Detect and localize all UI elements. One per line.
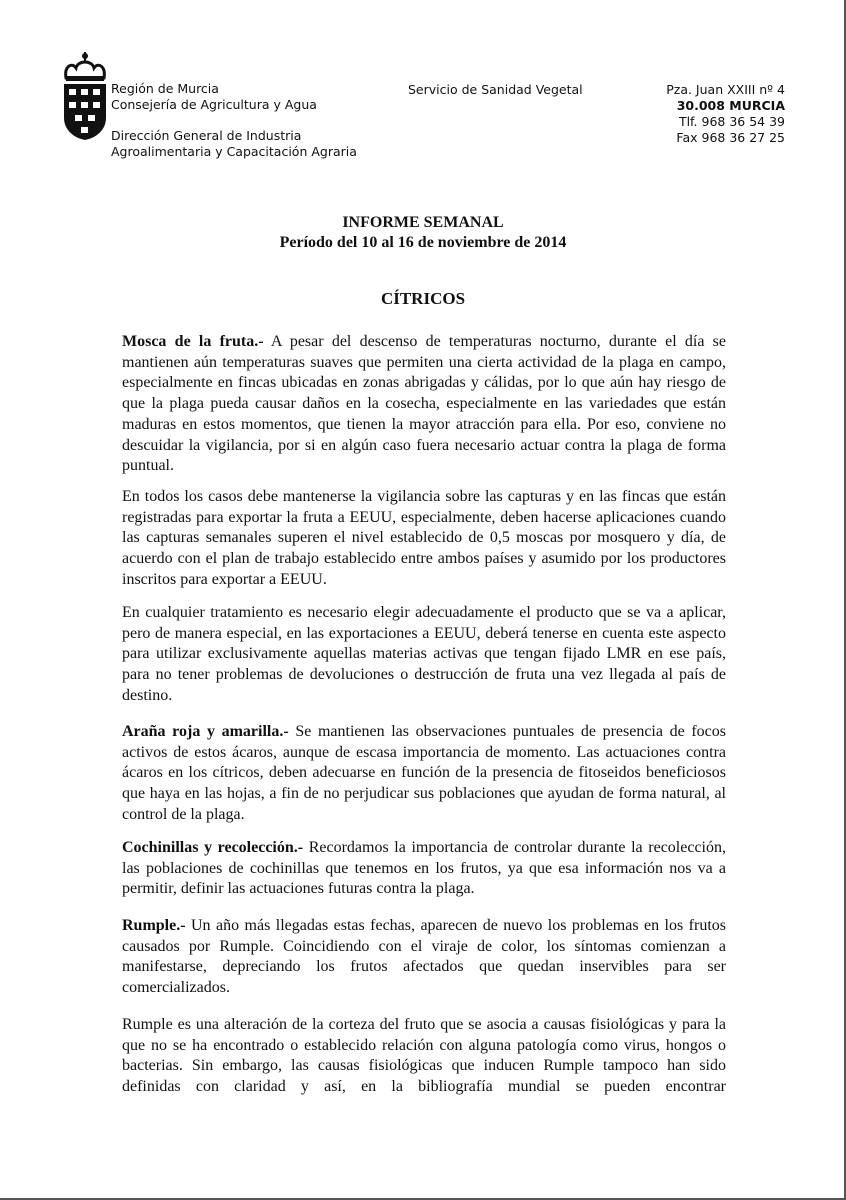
- phone-number: Tlf. 968 36 54 39: [678, 114, 785, 129]
- fax-number: Fax 968 36 27 25: [676, 130, 785, 145]
- paragraph-text: En cualquier tratamiento es necesario elegir adecuadamente el producto que se va a aplicar, pero de manera especial, en las exportaciones a EEUU, deberá tenerse en cuenta este aspecto para utilizar exclusivamente aquellas materias activas que tengan fijado LMR en ese país, para no tener problemas de devoluciones o destrucción de fruta una vez llegada al país de destino.: [122, 604, 726, 704]
- address-street: Pza. Juan XXIII nº 4: [666, 82, 785, 97]
- paragraph-text: Recordamos la importancia de controlar durante la recolección, las poblaciones de cochinillas que tenemos en los frutos, ya que esa información nos va a permitir, definir las actuaciones futuras contra la plaga.: [122, 839, 726, 898]
- paragraph-rumple: [122, 916, 726, 999]
- direccion-line-1: Dirección General de Industria: [111, 128, 302, 143]
- paragraph-heading: Rumple.-: [122, 917, 186, 934]
- service-name: Servicio de Sanidad Vegetal: [408, 82, 583, 97]
- paragraph-cochinillas: [122, 838, 726, 900]
- paragraph-rumple-causas: [122, 1015, 726, 1098]
- paragraph-heading: Cochinillas y recolección.-: [122, 839, 304, 856]
- paragraph-text: Se mantienen las observaciones puntuales de presencia de focos activos de estos ácaros, aunque de escasa importancia de momento. Las actuaciones contra ácaros en los cítricos, deben adecuarse en función de la presencia de fitoseidos beneficiosos que haya en las hojas, a fin de no perjudicar sus poblaciones que ayudan de forma natural, al control de la plaga.: [122, 723, 726, 823]
- paragraph-heading: Araña roja y amarilla.-: [122, 723, 289, 740]
- paragraph-vigilancia: [122, 487, 726, 591]
- paragraph-arana: [122, 722, 726, 826]
- paragraph-heading: Mosca de la fruta.-: [122, 333, 264, 350]
- region-murcia-crest-icon: [60, 50, 110, 142]
- paragraph-mosca: [122, 332, 726, 477]
- consejeria-name: Consejería de Agricultura y Agua: [111, 97, 317, 112]
- paragraph-text: A pesar del descenso de temperaturas nocturno, durante el día se mantienen aún temperaturas suaves que permiten una cierta actividad de la plaga en campo, especialmente en fincas ubicadas en zonas abrigadas y cálidas, por lo que aún hay riesgo de que la plaga pueda causar daños en la cosecha, especialmente en las variedades que están maduras en estos momentos, que tienen la mayor atracción para ella. Por eso, conviene no descuidar la vigilancia, por si en algún caso fuera necesario actuar contra la plaga de forma puntual.: [122, 333, 726, 475]
- address-block: [600, 82, 785, 146]
- report-title: INFORME SEMANAL: [342, 214, 504, 231]
- paragraph-text: Un año más llegadas estas fechas, aparecen de nuevo los problemas en los frutos causados por Rumple. Coincidiendo con el viraje de color, los síntomas comienzan a manifestarse, depreciando los frutos afectados que quedan inservibles para ser comercializados.: [122, 917, 726, 997]
- paragraph-text: En todos los casos debe mantenerse la vigilancia sobre las capturas y en las fincas que están registradas para exportar la fruta a EEUU, especialmente, deben hacerse aplicaciones cuando las capturas semanales superen el nivel establecido de 0,5 moscas por mosquero y día, de acuerdo con el plan de trabajo establecido entre ambos países y asumido por los productores inscritos para exportar a EEUU.: [122, 488, 726, 588]
- report-period: Período del 10 al 16 de noviembre de 2014: [279, 234, 567, 251]
- section-title: CÍTRICOS: [380, 289, 466, 308]
- paragraph-tratamiento: [122, 603, 726, 707]
- region-name: Región de Murcia: [111, 81, 219, 96]
- address-city: 30.008 MURCIA: [676, 98, 785, 113]
- paragraph-text: Rumple es una alteración de la corteza del fruto que se asocia a causas fisiológicas y para la que no se ha encontrado o establecido relación con alguna patología como virus, hongos o bacterias. Sin embargo, las causas fisiológicas que inducen Rumple tampoco han sido definidas con claridad y así, en la bibliografía mundial se pueden encontrar: [122, 1016, 726, 1096]
- direccion-line-2: Agroalimentaria y Capacitación Agraria: [111, 144, 357, 159]
- organization-block: [111, 81, 357, 160]
